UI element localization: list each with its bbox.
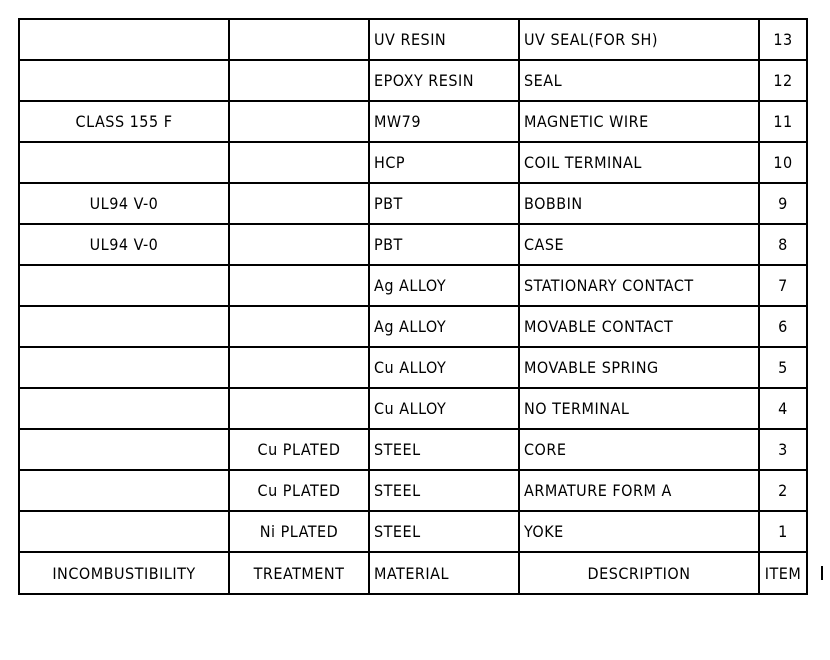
cell-description: COIL TERMINAL bbox=[519, 142, 759, 183]
cell-item: 11 bbox=[759, 101, 807, 142]
table-row bbox=[19, 183, 807, 224]
cell-item: 8 bbox=[759, 224, 807, 265]
header-treatment: TREATMENT bbox=[229, 552, 369, 594]
cell-incombustibility bbox=[19, 60, 229, 101]
cell-description: ARMATURE FORM A bbox=[519, 470, 759, 511]
cell-description: MOVABLE SPRING bbox=[519, 347, 759, 388]
cell-material: Ag ALLOY bbox=[369, 306, 519, 347]
cell-description: MOVABLE CONTACT bbox=[519, 306, 759, 347]
cell-incombustibility: CLASS 155 F bbox=[19, 101, 229, 142]
cell-treatment bbox=[229, 142, 369, 183]
header-row bbox=[19, 552, 807, 594]
table-row bbox=[19, 265, 807, 306]
cell-material: UV RESIN bbox=[369, 19, 519, 60]
cell-description: SEAL bbox=[519, 60, 759, 101]
table-row bbox=[19, 388, 807, 429]
cell-incombustibility: UL94 V-0 bbox=[19, 224, 229, 265]
cell-material: PBT bbox=[369, 183, 519, 224]
table-row bbox=[19, 60, 807, 101]
cell-treatment bbox=[229, 60, 369, 101]
cell-description: STATIONARY CONTACT bbox=[519, 265, 759, 306]
table-row bbox=[19, 142, 807, 183]
border-tick-mark bbox=[821, 566, 823, 580]
cell-item: 10 bbox=[759, 142, 807, 183]
cell-incombustibility bbox=[19, 429, 229, 470]
cell-treatment: Cu PLATED bbox=[229, 429, 369, 470]
cell-material: HCP bbox=[369, 142, 519, 183]
header-item: ITEM bbox=[759, 552, 807, 594]
cell-incombustibility bbox=[19, 19, 229, 60]
cell-treatment bbox=[229, 19, 369, 60]
table-row bbox=[19, 101, 807, 142]
cell-item: 9 bbox=[759, 183, 807, 224]
cell-incombustibility bbox=[19, 347, 229, 388]
cell-material: EPOXY RESIN bbox=[369, 60, 519, 101]
table-row bbox=[19, 470, 807, 511]
cell-item: 12 bbox=[759, 60, 807, 101]
cell-treatment bbox=[229, 265, 369, 306]
bom-body bbox=[19, 19, 807, 552]
cell-description: NO TERMINAL bbox=[519, 388, 759, 429]
cell-item: 4 bbox=[759, 388, 807, 429]
cell-material: PBT bbox=[369, 224, 519, 265]
cell-incombustibility: UL94 V-0 bbox=[19, 183, 229, 224]
cell-description: MAGNETIC WIRE bbox=[519, 101, 759, 142]
cell-material: Ag ALLOY bbox=[369, 265, 519, 306]
cell-incombustibility bbox=[19, 306, 229, 347]
cell-description: CORE bbox=[519, 429, 759, 470]
table-row bbox=[19, 347, 807, 388]
cell-incombustibility bbox=[19, 470, 229, 511]
cell-item: 2 bbox=[759, 470, 807, 511]
cell-material: STEEL bbox=[369, 429, 519, 470]
cell-item: 13 bbox=[759, 19, 807, 60]
table-row bbox=[19, 224, 807, 265]
cell-treatment bbox=[229, 388, 369, 429]
cell-treatment bbox=[229, 101, 369, 142]
cell-treatment bbox=[229, 306, 369, 347]
cell-incombustibility bbox=[19, 265, 229, 306]
cell-item: 5 bbox=[759, 347, 807, 388]
cell-item: 1 bbox=[759, 511, 807, 552]
cell-description: BOBBIN bbox=[519, 183, 759, 224]
table-row bbox=[19, 19, 807, 60]
header-material: MATERIAL bbox=[369, 552, 519, 594]
cell-description: UV SEAL(FOR SH) bbox=[519, 19, 759, 60]
cell-treatment: Ni PLATED bbox=[229, 511, 369, 552]
table-row bbox=[19, 429, 807, 470]
cell-item: 3 bbox=[759, 429, 807, 470]
cell-incombustibility bbox=[19, 388, 229, 429]
cell-treatment bbox=[229, 183, 369, 224]
cell-treatment bbox=[229, 224, 369, 265]
header-incombustibility: INCOMBUSTIBILITY bbox=[19, 552, 229, 594]
bill-of-materials-table bbox=[18, 18, 808, 595]
cell-item: 7 bbox=[759, 265, 807, 306]
cell-item: 6 bbox=[759, 306, 807, 347]
cell-incombustibility bbox=[19, 142, 229, 183]
cell-material: STEEL bbox=[369, 511, 519, 552]
cell-incombustibility bbox=[19, 511, 229, 552]
cell-material: STEEL bbox=[369, 470, 519, 511]
cell-material: Cu ALLOY bbox=[369, 388, 519, 429]
cell-material: Cu ALLOY bbox=[369, 347, 519, 388]
cell-material: MW79 bbox=[369, 101, 519, 142]
table-row bbox=[19, 306, 807, 347]
table-row bbox=[19, 511, 807, 552]
cell-treatment bbox=[229, 347, 369, 388]
cell-description: YOKE bbox=[519, 511, 759, 552]
cell-description: CASE bbox=[519, 224, 759, 265]
cell-treatment: Cu PLATED bbox=[229, 470, 369, 511]
header-description: DESCRIPTION bbox=[519, 552, 759, 594]
